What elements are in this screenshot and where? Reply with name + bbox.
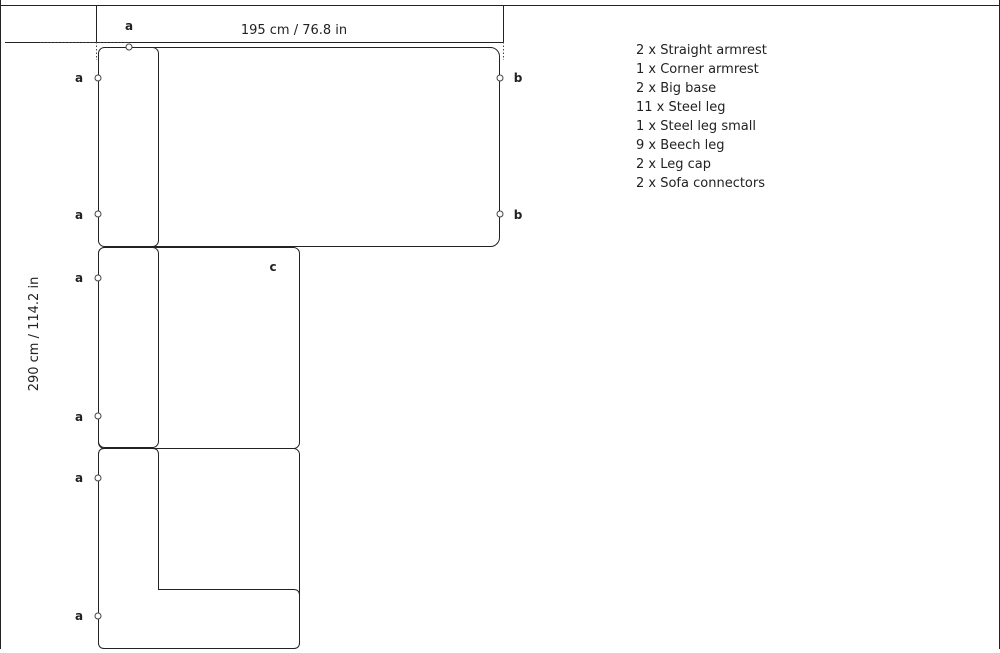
parts-list-item: 11 x Steel leg [636, 100, 726, 115]
connector-marker-top [126, 44, 132, 50]
connector-marker-a5 [95, 475, 101, 481]
label-a-3: a [74, 271, 84, 285]
connector-marker-a4 [95, 413, 101, 419]
connector-marker-b1 [497, 75, 503, 81]
label-c: c [269, 260, 277, 274]
label-a-1: a [74, 71, 84, 85]
label-a-5: a [74, 471, 84, 485]
label-a-6: a [74, 609, 84, 623]
width-dimension-label: 195 cm / 76.8 in [240, 23, 348, 38]
armrest-module-top [99, 48, 159, 247]
connector-marker-a3 [95, 275, 101, 281]
parts-list-item: 2 x Sofa connectors [636, 176, 766, 191]
armrest-module-middle [99, 248, 159, 448]
parts-list [636, 43, 767, 191]
parts-list-item: 1 x Steel leg small [636, 119, 756, 134]
depth-dimension-label: 290 cm / 114.2 in [27, 276, 42, 392]
label-b-2: b [513, 208, 523, 222]
parts-list-item: 9 x Beech leg [636, 138, 725, 153]
connector-marker-a2 [95, 211, 101, 217]
connector-marker-b2 [497, 211, 503, 217]
connector-marker-a6 [95, 613, 101, 619]
label-b-1: b [513, 71, 523, 85]
parts-list-item: 2 x Big base [636, 81, 717, 96]
label-a-2: a [74, 208, 84, 222]
parts-list-item: 1 x Corner armrest [636, 62, 759, 77]
parts-list-item: 2 x Straight armrest [636, 43, 767, 58]
label-a-top: a [124, 19, 134, 33]
connector-marker-a1 [95, 75, 101, 81]
parts-list-item: 2 x Leg cap [636, 157, 711, 172]
label-a-4: a [74, 410, 84, 424]
